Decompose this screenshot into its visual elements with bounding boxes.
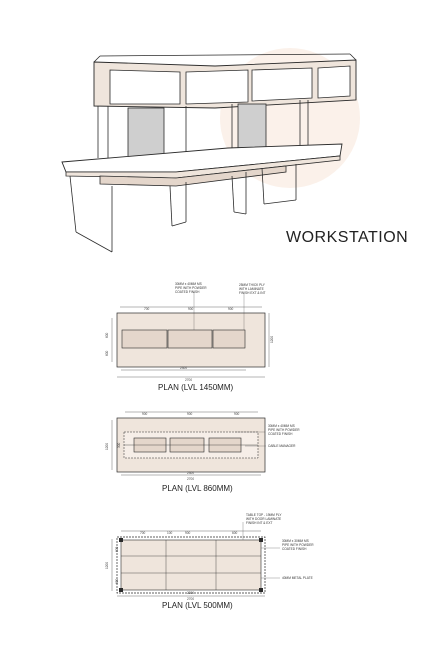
plan2-note-2: COATED FINISH: [268, 432, 293, 436]
plan-500-drawing: [105, 513, 314, 601]
plan1-dim-inner: 2300: [180, 366, 188, 370]
plan2-dim-inner: 2300: [187, 471, 195, 475]
drawing-title: WORKSTATION: [286, 229, 409, 246]
plan2-note-1: PIPE WITH POWDER: [268, 428, 300, 432]
plan1-dim-top-2: 900: [228, 307, 234, 311]
plan-label-860: PLAN (LVL 860MM): [162, 484, 233, 493]
plan1-dim-side-1: 600: [105, 350, 109, 356]
plan-label-500: PLAN (LVL 500MM): [162, 601, 233, 610]
plan3-dim-top-2: 900: [185, 531, 191, 535]
plan1-dim-side-0: 600: [105, 332, 109, 338]
plan2-dim-top-0: 900: [142, 412, 148, 416]
plan1-note-0: 30MM x 40MM MS: [175, 282, 202, 286]
plan1-note-1: PIPE WITH POWDER: [175, 286, 207, 290]
plan3-note-3: 30MM x 30MM MS: [282, 539, 309, 543]
plan-label-1450: PLAN (LVL 1450MM): [158, 383, 234, 392]
plan3-dim-side-1: 600: [115, 546, 119, 552]
plan1-dim-top-0: 700: [144, 307, 150, 311]
workstation-perspective: [62, 54, 356, 252]
plan-1450-drawing: [105, 282, 274, 382]
plan2-dim-top-1: 900: [187, 412, 193, 416]
plan1-dim-top-1: 900: [188, 307, 194, 311]
plan3-dim-side-0: 1200: [105, 561, 109, 569]
plan3-dim-side-2: 600: [115, 578, 119, 584]
plan1-dim-overall: 2700: [185, 378, 193, 382]
plan1-dim-height: 1200: [270, 335, 274, 343]
plan3-dim-top-3: 600: [232, 531, 238, 535]
plan1-note-3: 25MM THICK PLY: [239, 283, 265, 287]
plan3-dim-overall: 2700: [187, 597, 195, 601]
plan3-note-4: PIPE WITH POWDER: [282, 543, 314, 547]
plan2-note-0: 30MM x 40MM MS: [268, 424, 295, 428]
plan2-dim-side-1: 300: [117, 442, 121, 448]
plan3-note-5: COATED FINISH: [282, 547, 307, 551]
plan2-note-3: CABLE MANAGER: [268, 444, 296, 448]
plan-860-drawing: [105, 412, 300, 481]
plan3-note-6: 40MM METAL PLATE: [282, 576, 313, 580]
plan1-note-2: COATED FINISH: [175, 290, 200, 294]
plan2-dim-overall: 2700: [187, 477, 195, 481]
plan3-note-2: FINISH INT & EXT: [246, 521, 273, 525]
plan3-note-0: TABLE TOP - 19MM PLY: [246, 513, 282, 517]
plan1-note-4: WITH LAMINATE: [239, 287, 264, 291]
plan3-dim-inner: 2300: [187, 591, 195, 595]
plan3-dim-top-0: 700: [140, 531, 146, 535]
plan3-note-1: WITH DOOR LAMINATE: [246, 517, 282, 521]
plan2-dim-side-0: 1200: [105, 442, 109, 450]
plan2-dim-top-2: 900: [234, 412, 240, 416]
plan3-dim-top-1: 100: [167, 531, 173, 535]
plan1-note-5: FINISH EXT & INT: [239, 291, 266, 295]
